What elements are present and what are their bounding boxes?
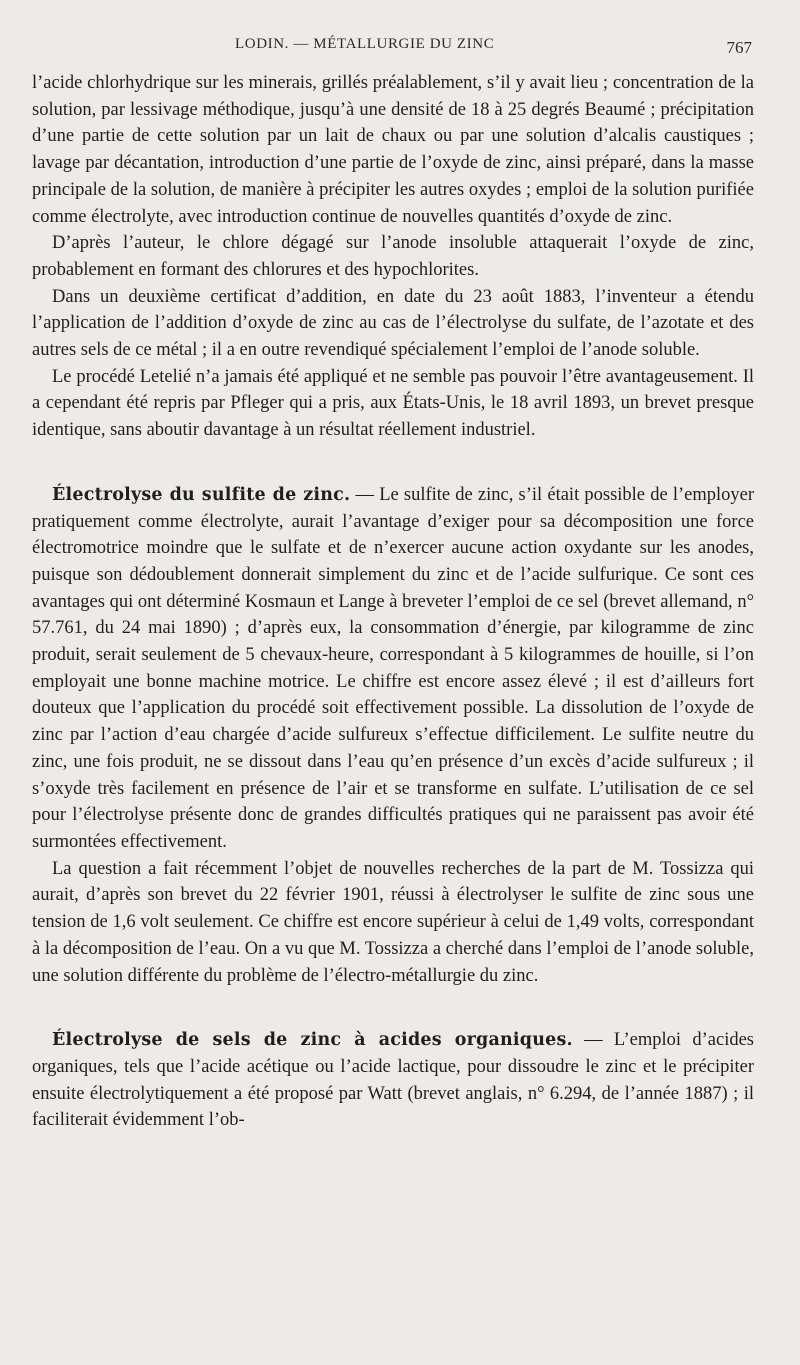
section-text-sulfite: — Le sulfite de zinc, s’il était possible de l’employer pratiquement comme électrolyte, aurait l’avantage d’exiger pour sa décomposition une force électromotrice moindre que le sulfate et de n’exercer aucune action oxydante sur les anodes, puisque son dédoublement donnerait simplement du zinc et de l’acide sulfurique. Ce sont ces avantages qui ont déterminé Kosmaun et Lange à breveter l’emploi de ce sel (brevet allemand, n° 57.761, du 24 mai 1890) ; d’après eux, la consommation d’énergie, par kilogramme de zinc produit, serait seulement de 5 chevaux-heure, correspondant à 5 kilogrammes de houille, si l’on employait une bonne machine motrice. Le chiffre est encore assez élevé ; il est d’ailleurs fort douteux que l’application du procédé soit effectivement possible. La dissolution de l’oxyde de zinc par l’action d’eau chargée d’acide sulfureux s’effectue difficilement. Le sulfite neutre du zinc, une fois produit, ne se dissout dans l’eau qu’en présence d’un excès d’acide sulfureux ; il s’oxyde très facilement en présence de l’air et se transforme en sulfate. L’utilisation de ce sel pour l’électrolyse présente donc de grandes difficultés pratiques qui ne paraissent pas avoir été surmontées effectivement. — [32, 484, 754, 852]
paragraph-continuation: l’acide chlorhydrique sur les minerais, grillés préalablement, s’il y avait lieu ; concentration de la solution, par lessivage méthodique, jusqu’à une densité de 18 à 25 degrés Beaumé ; précipitation d’une partie de cette solution par un lait de chaux ou par une solution d’alcalis caustiques ; lavage par décantation, introduction d’une partie de l’oxyde de zinc, ainsi préparé, dans la masse principale de la solution, de manière à précipiter les autres oxydes ; emploi de la solution purifiée comme électrolyte, avec introduction continue de nouvelles quantités d’oxyde de zinc. — [32, 73, 754, 227]
section-heading-sulfite: Électrolyse du sulfite de zinc. — [52, 484, 351, 505]
section-heading-organiques: Électrolyse de sels de zinc à acides organiques. — [52, 1030, 573, 1051]
page-number: 767 — [726, 38, 752, 57]
body-text — [32, 70, 754, 1134]
section-text-organiques: — L’emploi d’acides organiques, tels que l’acide acétique ou l’acide lactique, pour dissoudre le zinc et le précipiter ensuite électrolytiquement a été proposé par Watt (brevet anglais, n° 6.294, de l’année 1887) ; il faciliterait évidemment l’ob- — [32, 1030, 754, 1131]
paragraph-chlore: D’après l’auteur, le chlore dégagé sur l’anode insoluble attaquerait l’oxyde de zinc, probablement en formant des chlorures et des hypochlorites. — [32, 233, 754, 280]
paragraph-letelie: Le procédé Letelié n’a jamais été appliqué et ne semble pas pouvoir l’être avantageusement. Il a cependant été repris par Pfleger qui a pris, aux États-Unis, le 18 avril 1893, un brevet presque identique, sans aboutir davantage à un résultat réellement industriel. — [32, 366, 754, 441]
running-head — [0, 36, 800, 58]
paragraph-tossizza: La question a fait récemment l’objet de nouvelles recherches de la part de M. Tossizza qui aurait, d’après son brevet du 22 février 1901, réussi à électrolyser le sulfite de zinc sous une tension de 1,6 volt seulement. Ce chiffre est encore supérieur à celui de 1,49 volts, correspondant à la décomposition de l’eau. On a vu que M. Tossizza a cherché dans l’emploi de l’anode soluble, une solution différente du problème de l’électro-métallurgie du zinc. — [32, 858, 754, 986]
running-title: LODIN. — MÉTALLURGIE DU ZINC — [235, 36, 495, 52]
section-sulfite — [32, 482, 754, 856]
paragraph-certificat: Dans un deuxième certificat d’addition, en date du 23 août 1883, l’inventeur a étendu l’application de l’addition d’oxyde de zinc au cas de l’électrolyse du sulfate, de l’azotate et des autres sels de ce métal ; il a en outre revendiqué spécialement l’emploi de l’anode soluble. — [32, 286, 754, 361]
section-organiques — [32, 1027, 754, 1134]
